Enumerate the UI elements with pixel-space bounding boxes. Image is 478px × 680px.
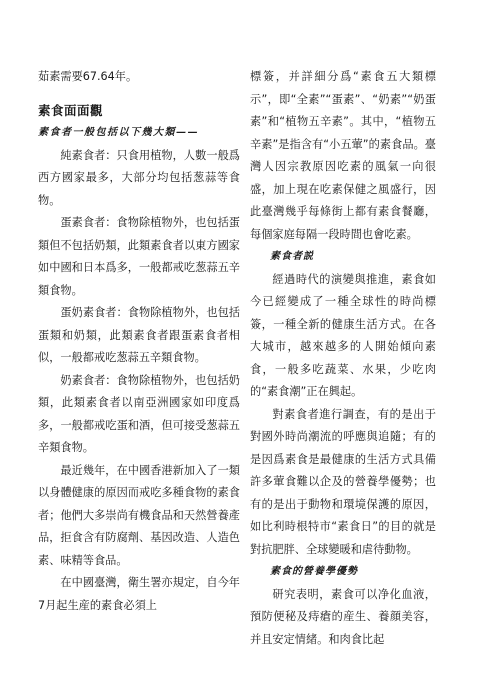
paragraph-trend: 經過時代的演變與推進，素食如今已經變成了一種全球性的時尚標簽，一種全新的健康生活方式。在各大城市，越來越多的人開始傾向素食，一般多吃蔬菜、水果，少吃肉的“素食潮”正在興起。 [250,272,436,398]
paragraph-labels: 標簽，并詳細分爲“素食五大類標示”，即“全素”“蛋素”、“奶素”“奶蛋素”和“植物五辛素”。其中，“植物五辛素”是指含有“小五葷”的素食品。臺灣人因宗教原因吃素的風氣一向很盛，加上現在吃素保健之風盛行，因此臺灣幾乎每條街上都有素食餐廳，每個家庭每隔一段時間也會吃素。 [250,70,436,241]
left-column [38,66,240,617]
paragraph-vegan: 純素食者：只食用植物，人數一般爲西方國家最多，大部分均包括葱蒜等食物。 [38,148,240,207]
paragraph-ovo: 蛋素食者：食物除植物外，也包括蛋類但不包括奶類，此類素食者以東方國家如中國和日本爲多，一般都戒吃葱蒜五辛類食物。 [38,216,240,297]
paragraph-taiwan: 在中國臺灣，衛生署亦規定，自今年7月起生産的素食必須上 [38,576,240,612]
paragraph-ovo-lacto: 蛋奶素食者：食物除植物外，也包括蛋類和奶類，此類素食者跟蛋素食者相似，一般都戒吃葱蒜五辛類食物。 [38,306,240,364]
subheading-nutrition: 素食的營養學優勢 [270,566,358,577]
section-intro: 素食者一般包括以下幾大類—— [38,127,199,138]
paragraph-survey: 對素食者進行調查，有的是出于對國外時尚潮流的呼應與追隨；有的是因爲素食是最健康的生活方式具備許多葷食難以企及的營養學優勢；也有的是出于動物和環境保護的原因，如比利時根特市“素食日”的目的就是對抗肥胖、全球變暖和虐待動物。 [250,407,436,556]
paragraph-research: 研究表明，素食可以净化血液，預防便秘及痔瘡的産生、養顔美容，并且安定情緒。和肉食比起 [250,587,436,646]
paragraph-lacto: 奶素食者：食物除植物外，也包括奶類，此類素食者以南亞洲國家如印度爲多，一般都戒吃蛋和酒，但可接受葱蒜五辛類食物。 [38,373,240,454]
paragraph-hongkong: 最近幾年，在中國香港新加入了一類以身體健康的原因而戒吃多種食物的素食者；他們大多崇尚有機食品和天然營養產品，拒食含有防腐劑、基因改造、人造色素、味精等食品。 [38,463,240,567]
right-column [250,66,436,651]
subheading-vegetarians: 素食者説 [270,251,314,262]
section-heading: 素食面面觀 [38,102,104,118]
paragraph-continuation: 茹素需要67.64年。 [38,70,138,83]
